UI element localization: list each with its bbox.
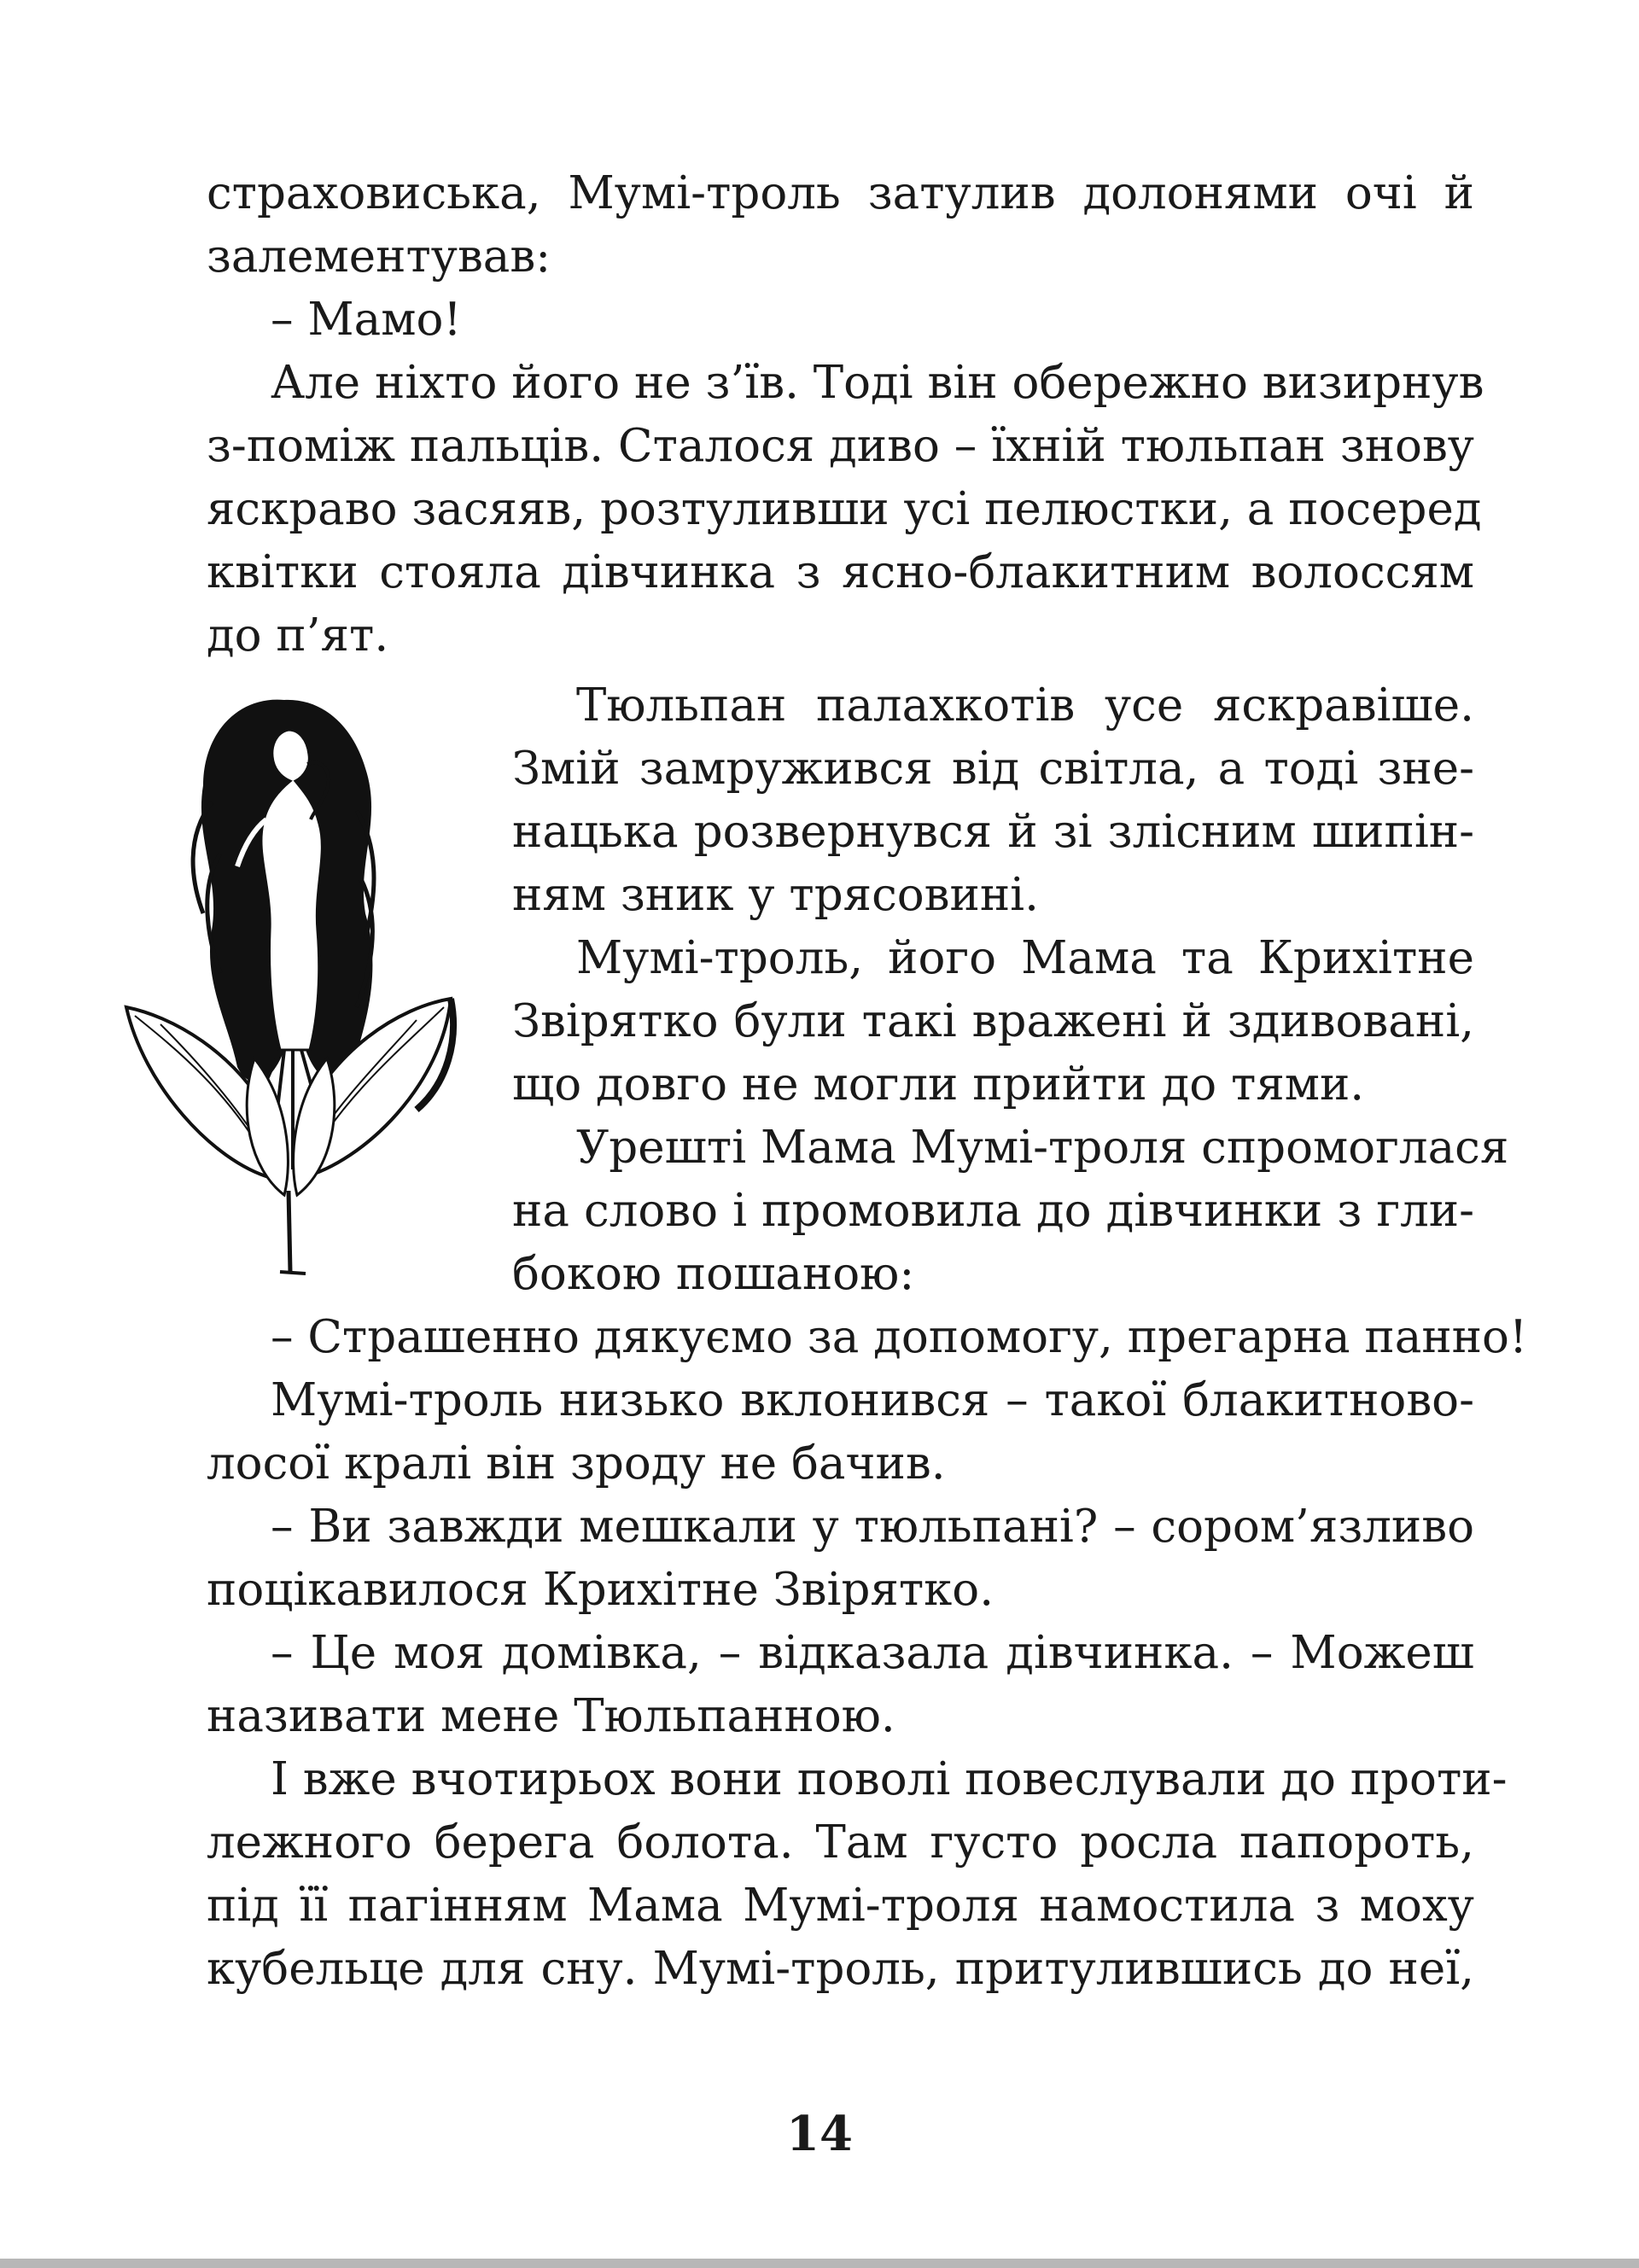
text-line: називати мене Тюльпанною. — [207, 1690, 895, 1742]
text-line: лосої кралі він зроду не бачив. — [207, 1437, 946, 1490]
text-line: з-поміж пальців. Сталося диво – їхній тюльпан знову — [207, 420, 1474, 472]
text-line: ням зник у трясовині. — [512, 869, 1039, 921]
tulip-girl-illustration-icon — [109, 683, 468, 1289]
text-line: І вже вчотирьох вони поволі повеслували до проти- — [271, 1753, 1508, 1805]
text-line: кубельце для сну. Мумі-троль, притулившись до неї, — [207, 1943, 1474, 1995]
text-line: Змій замружився від світла, а тоді зне- — [512, 743, 1474, 795]
text-line: під її пагінням Мама Мумі-троля намостила з моху — [207, 1880, 1474, 1932]
text-line: нацька розвернувся й зі злісним шипін- — [512, 806, 1474, 858]
text-line: – Це моя домівка, – відказала дівчинка. – Можеш — [271, 1627, 1474, 1679]
text-line: яскраво засяяв, розтуливши усі пелюстки, а посеред — [207, 483, 1482, 535]
text-line: бокою пошаною: — [512, 1248, 915, 1300]
text-line: Урешті Мама Мумі-троля спромоглася — [576, 1122, 1509, 1174]
text-line: Мумі-троль, його Мама та Крихітне — [576, 932, 1474, 984]
text-line: – Ви завжди мешкали у тюльпані? – сором’язливо — [271, 1501, 1474, 1553]
text-line: Тюльпан палахкотів усе яскравіше. — [576, 679, 1474, 732]
text-line: що довго не могли прийти до тями. — [512, 1058, 1365, 1111]
text-line: поцікавилося Крихітне Звірятко. — [207, 1564, 994, 1616]
page-edge-divider — [0, 2259, 1639, 2268]
text-line: – Страшенно дякуємо за допомогу, прегарна панно! — [271, 1311, 1528, 1363]
text-line: страховиська, Мумі-троль затулив долонями очі й — [207, 167, 1474, 219]
text-line: до п’ят. — [207, 609, 389, 662]
text-line: на слово і промовила до дівчинки з гли- — [512, 1185, 1474, 1237]
page-number: 14 — [786, 2106, 853, 2162]
text-line: Звірятко були такі вражені й здивовані, — [512, 995, 1474, 1047]
text-line: Мумі-троль низько вклонився – такої блакитново- — [271, 1374, 1474, 1426]
text-line: Але ніхто його не з’їв. Тоді він обережно визирнув — [271, 357, 1484, 409]
text-line: залементував: — [207, 230, 551, 283]
text-line: – Мамо! — [271, 294, 462, 346]
text-line: квітки стояла дівчинка з ясно-блакитним волоссям — [207, 546, 1474, 598]
text-line: лежного берега болота. Там густо росла папороть, — [207, 1816, 1474, 1869]
